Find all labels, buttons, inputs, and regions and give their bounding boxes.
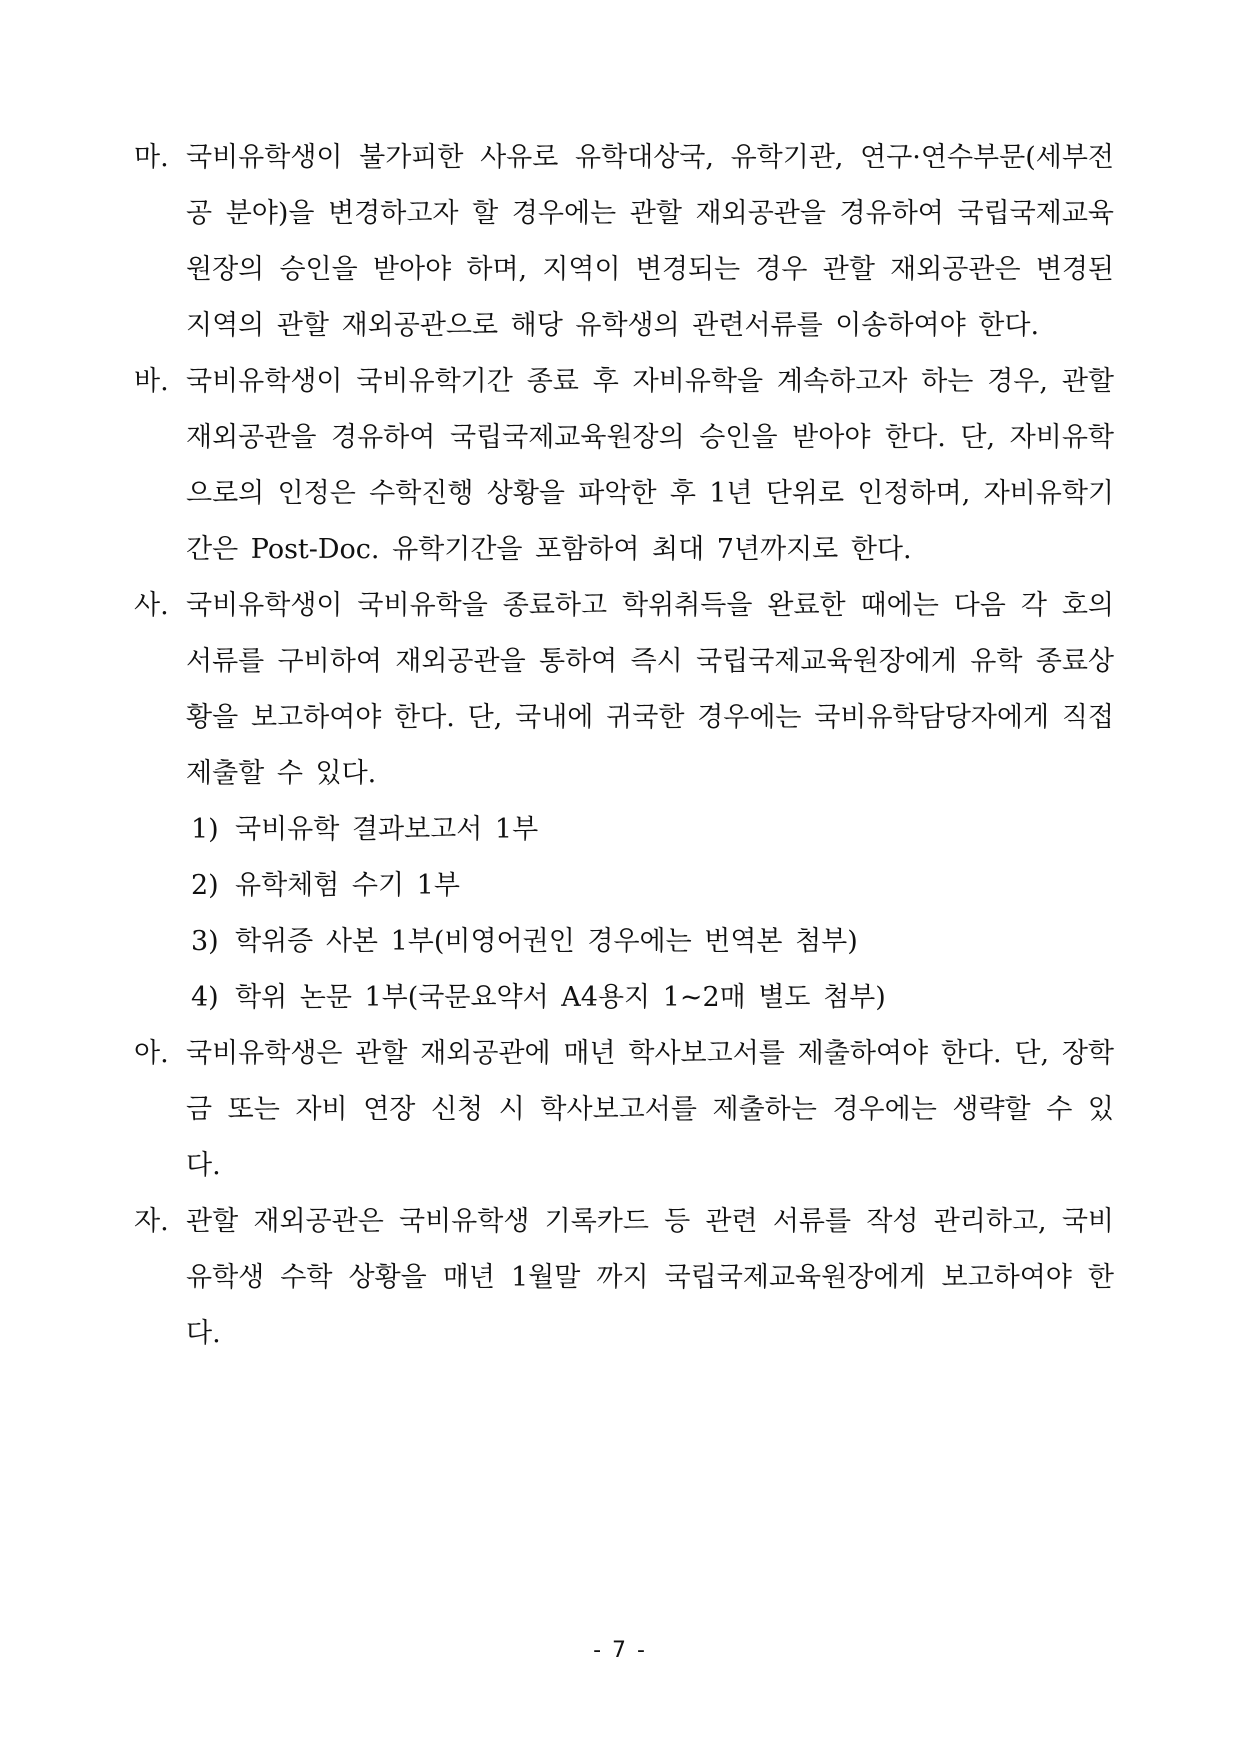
section-a <box>134 1026 1114 1194</box>
list-item-marker: 2) <box>191 870 219 901</box>
list-item <box>191 802 1114 858</box>
page-number: - 7 - <box>593 1638 647 1663</box>
section-marker: 사. <box>134 590 169 621</box>
list-item <box>191 858 1114 914</box>
document-body <box>134 130 1114 1362</box>
list-item-marker: 4) <box>191 982 219 1013</box>
list-item <box>191 914 1114 970</box>
section-marker: 자. <box>134 1206 169 1237</box>
section-text: 국비유학생이 불가피한 사유로 유학대상국, 유학기관, 연구·연수부문(세부전공 분야)을 변경하고자 할 경우에는 관할 재외공관을 경유하여 국립국제교육원장의 승인을 받아야 하며, 지역이 변경되는 경우 관할 재외공관은 변경된 지역의 관할 재외공관으로 해당 유학생의 관련서류를 이송하여야 한다. <box>186 142 1114 341</box>
section-ma <box>134 130 1114 354</box>
section-ba <box>134 354 1114 578</box>
list-item-marker: 1) <box>191 814 219 845</box>
section-ja <box>134 1194 1114 1362</box>
list-item <box>191 970 1114 1026</box>
section-text: 관할 재외공관은 국비유학생 기록카드 등 관련 서류를 작성 관리하고, 국비유학생 수학 상황을 매년 1월말 까지 국립국제교육원장에게 보고하여야 한다. <box>186 1206 1114 1349</box>
list-item-text: 유학체험 수기 1부 <box>235 870 460 901</box>
section-text: 국비유학생이 국비유학을 종료하고 학위취득을 완료한 때에는 다음 각 호의 서류를 구비하여 재외공관을 통하여 즉시 국립국제교육원장에게 유학 종료상황을 보고하여야 한다. 단, 국내에 귀국한 경우에는 국비유학담당자에게 직접 제출할 수 있다. <box>186 590 1114 789</box>
section-text: 국비유학생은 관할 재외공관에 매년 학사보고서를 제출하여야 한다. 단, 장학금 또는 자비 연장 신청 시 학사보고서를 제출하는 경우에는 생략할 수 있다. <box>186 1038 1114 1181</box>
section-marker: 마. <box>134 142 169 173</box>
section-text: 국비유학생이 국비유학기간 종료 후 자비유학을 계속하고자 하는 경우, 관할 재외공관을 경유하여 국립국제교육원장의 승인을 받아야 한다. 단, 자비유학으로의 인정은 수학진행 상황을 파악한 후 1년 단위로 인정하며, 자비유학기간은 Post-Doc. 유학기간을 포함하여 최대 7년까지로 한다. <box>186 366 1114 565</box>
list-item-text: 국비유학 결과보고서 1부 <box>235 814 539 845</box>
list-item-text: 학위증 사본 1부(비영어권인 경우에는 번역본 첨부) <box>235 926 858 957</box>
list-item-marker: 3) <box>191 926 219 957</box>
section-marker: 바. <box>134 366 169 397</box>
list-item-text: 학위 논문 1부(국문요약서 A4용지 1~2매 별도 첨부) <box>235 982 886 1013</box>
section-sa <box>134 578 1114 802</box>
section-marker: 아. <box>134 1038 169 1069</box>
